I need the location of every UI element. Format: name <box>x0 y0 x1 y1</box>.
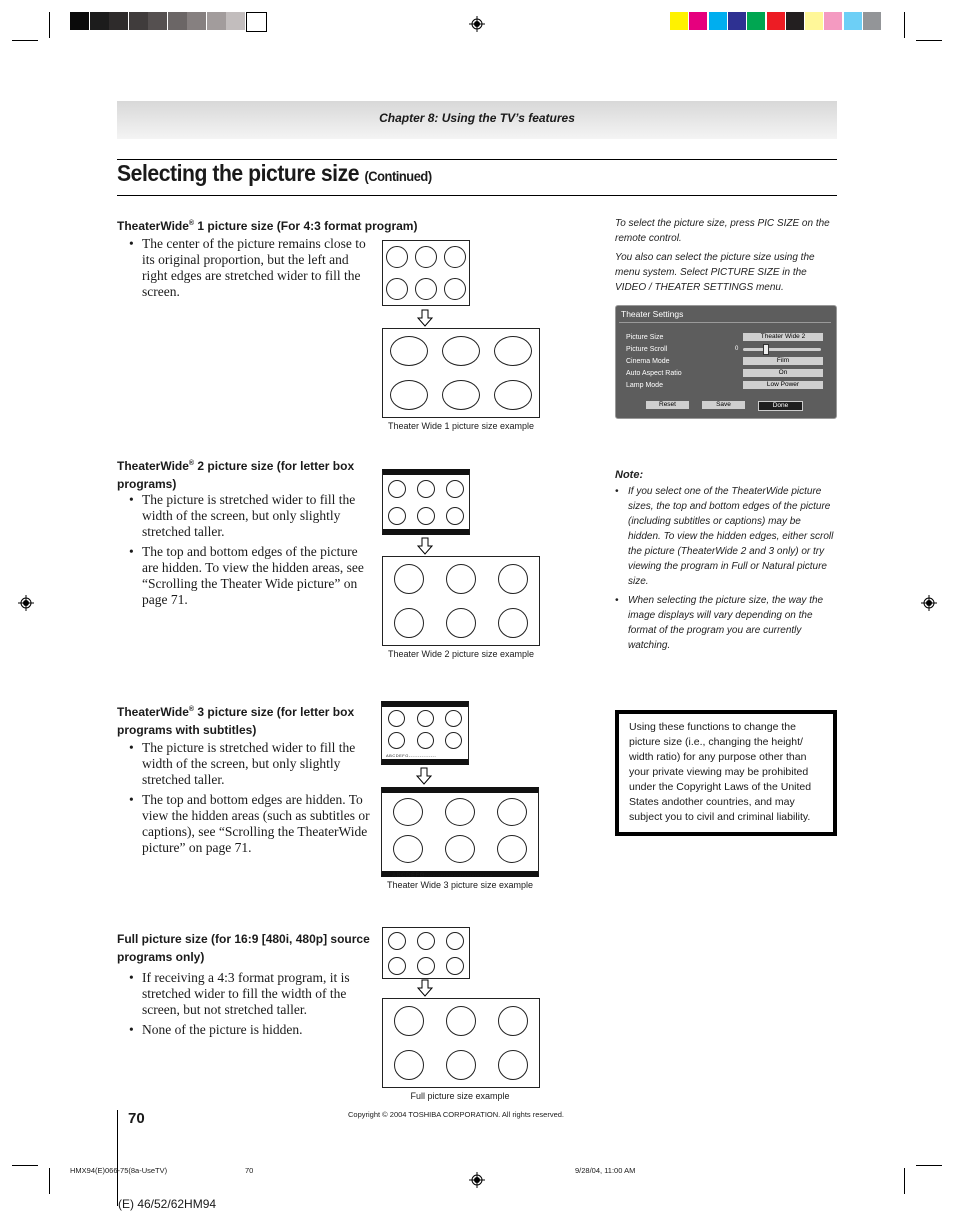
page-number: 70 <box>128 1110 145 1127</box>
picture-circle <box>417 480 435 498</box>
picture-circle <box>417 710 434 727</box>
registration-mark-icon <box>469 1172 485 1188</box>
gray-swatch <box>207 12 226 30</box>
picture-circle <box>394 608 424 638</box>
note-bullet: • <box>615 486 619 497</box>
picture-circle <box>445 835 475 863</box>
tv-screen-letterbox <box>382 469 470 535</box>
margin-line <box>117 1110 118 1206</box>
chapter-title: Chapter 8: Using the TV’s features <box>379 111 575 125</box>
picture-circle <box>417 932 435 950</box>
copyright-line: Copyright © 2004 TOSHIBA CORPORATION. All rights reserved. <box>348 1110 565 1119</box>
picture-circle <box>444 246 466 268</box>
note-item: When selecting the picture size, the way the image displays will vary depending on the format of the program you are currently watching. <box>628 595 824 651</box>
color-swatch <box>728 12 746 30</box>
color-swatch <box>786 12 804 30</box>
page-title-continued: (Continued) <box>364 168 432 184</box>
menu-label-picture-size: Picture Size <box>626 334 664 341</box>
section-heading <box>117 930 372 966</box>
picture-circle <box>442 380 480 410</box>
picture-circle <box>388 507 406 525</box>
bullet-item: • If receiving a 4:3 format program, it is stretched wider to fill the width of the screen, but not stretched taller. <box>117 970 370 1018</box>
registration-mark-icon <box>469 16 485 32</box>
picture-circle <box>417 732 434 749</box>
footer-date: 9/28/04, 11:00 AM <box>575 1166 636 1175</box>
figure-caption: Full picture size example <box>410 1091 510 1101</box>
gray-swatch <box>109 12 128 30</box>
picture-scroll-value: 0 <box>735 346 739 352</box>
registered-mark: ® <box>188 220 195 227</box>
bullet-list <box>117 236 370 304</box>
gray-swatch <box>246 12 267 32</box>
gray-swatch <box>70 12 89 30</box>
down-arrow-icon <box>417 979 433 997</box>
heading-text: TheaterWide <box>117 219 189 233</box>
picture-circle <box>445 798 475 826</box>
subtitle-text: ABCDEFG--------------- <box>386 753 437 758</box>
color-swatch <box>767 12 785 30</box>
warning-text: Using these functions to change the picture size (i.e., changing the height/ width ratio) for any purpose other than your private viewing may be prohibited under the Copyright Laws of the United States andother countries, and may subject you to civil and criminal liability. <box>629 721 812 823</box>
reset-button[interactable]: Reset <box>646 401 689 409</box>
intro-text: To select the picture size, press PIC SIZE on the remote control. <box>615 218 830 244</box>
menu-title: Theater Settings <box>621 309 684 319</box>
down-arrow-icon <box>417 309 433 327</box>
title-rule-bottom <box>117 195 837 196</box>
menu-label-picture-scroll: Picture Scroll <box>626 346 668 353</box>
color-swatch <box>670 12 688 30</box>
picture-circle <box>446 480 464 498</box>
bullet-item: • The top and bottom edges are hidden. To view the hidden areas (such as subtitles or captions), see “Scrolling the TheaterWide picture” on page 71. <box>117 792 370 856</box>
color-swatch <box>863 12 881 30</box>
picture-circle <box>445 710 462 727</box>
picture-circle <box>446 957 464 975</box>
gray-swatch <box>148 12 167 30</box>
footer-filename: HMX94(E)066-75(8a-UseTV) <box>70 1166 168 1175</box>
section-heading <box>117 215 457 235</box>
tv-screen-widescreen <box>382 556 540 646</box>
crop-mark <box>12 40 38 41</box>
heading-text: 1 picture size (For 4:3 format program) <box>194 219 418 233</box>
bullet-item: • The top and bottom edges of the picture are hidden. To view the hidden areas, see “Scrolling the Theater Wide picture” on page 71. <box>117 544 370 608</box>
picture-circle <box>388 480 406 498</box>
save-button[interactable]: Save <box>702 401 745 409</box>
intro-text: You also can select the picture size using the menu system. Select PICTURE SIZE in the VIDEO / THEATER SETTINGS menu. <box>615 252 815 293</box>
subtitle-text: ABCDEFG-------------------------- <box>392 873 493 879</box>
picture-circle <box>498 564 528 594</box>
bullet-list <box>117 492 370 612</box>
picture-circle <box>446 932 464 950</box>
picture-circle <box>393 798 423 826</box>
picture-circle <box>445 732 462 749</box>
crop-mark <box>49 1168 50 1194</box>
color-swatch <box>689 12 707 30</box>
tv-screen-widescreen <box>382 998 540 1088</box>
crop-mark <box>916 1165 942 1166</box>
section-heading <box>117 455 379 493</box>
picture-circle <box>394 1006 424 1036</box>
picture-circle <box>394 564 424 594</box>
copyright-warning-box <box>615 710 837 836</box>
registered-mark: ® <box>188 706 195 713</box>
footer-model: (E) 46/52/62HM94 <box>118 1197 217 1211</box>
color-swatch <box>747 12 765 30</box>
note-title: Note: <box>615 469 644 481</box>
picture-circle <box>497 835 527 863</box>
bullet-item: • The center of the picture remains close to its original proportion, but the left and right edges are stretched wider to fill the screen. <box>117 236 370 300</box>
figure-caption: Theater Wide 2 picture size example <box>387 649 535 659</box>
down-arrow-icon <box>417 537 433 555</box>
picture-circle <box>446 608 476 638</box>
picture-scroll-slider[interactable] <box>743 348 821 351</box>
gray-swatch <box>187 12 206 30</box>
bullet-item: • The picture is stretched wider to fill the width of the screen, but only slightly stretched taller. <box>117 740 370 788</box>
menu-label-lamp-mode: Lamp Mode <box>626 382 663 389</box>
picture-circle <box>417 957 435 975</box>
picture-circle <box>388 957 406 975</box>
picture-circle <box>388 710 405 727</box>
lamp-mode-value[interactable]: Low Power <box>743 381 823 389</box>
registered-mark: ® <box>188 460 195 467</box>
picture-circle <box>394 1050 424 1080</box>
picture-circle <box>388 732 405 749</box>
heading-text: 3 picture size (for letter box programs with subtitles) <box>117 705 355 737</box>
bullet-item: • None of the picture is hidden. <box>117 1022 370 1038</box>
crop-mark <box>904 1168 905 1194</box>
theater-settings-menu <box>615 305 837 419</box>
picture-circle <box>386 246 408 268</box>
color-swatch <box>844 12 862 30</box>
picture-circle <box>446 1006 476 1036</box>
crop-mark <box>12 1165 38 1166</box>
picture-circle <box>498 1006 528 1036</box>
heading-text: TheaterWide <box>117 459 189 473</box>
tv-screen-letterbox-subtitles <box>381 701 469 765</box>
picture-circle <box>415 278 437 300</box>
picture-circle <box>498 608 528 638</box>
color-swatch <box>709 12 727 30</box>
tv-screen-widescreen <box>382 328 540 418</box>
menu-divider <box>619 322 831 323</box>
gray-swatch <box>90 12 109 30</box>
auto-aspect-value[interactable]: On <box>743 369 823 377</box>
page-title <box>117 160 432 187</box>
color-swatch <box>824 12 842 30</box>
picture-circle <box>442 336 480 366</box>
crop-mark <box>904 12 905 38</box>
picture-circle <box>393 835 423 863</box>
picture-circle <box>494 380 532 410</box>
note-bullet: • <box>615 595 619 606</box>
crop-mark <box>916 40 942 41</box>
heading-text: 2 picture size (for letter box programs) <box>117 459 355 491</box>
footer-file-page: 70 <box>245 1166 254 1175</box>
figure-caption: Theater Wide 1 picture size example <box>387 421 535 431</box>
section-heading <box>117 701 379 739</box>
done-button[interactable]: Done <box>758 401 803 411</box>
page-title-main: Selecting the picture size <box>117 160 360 186</box>
picture-circle <box>497 798 527 826</box>
picture-circle <box>390 380 428 410</box>
picture-circle <box>417 507 435 525</box>
registration-mark-icon <box>921 595 937 611</box>
gray-swatch <box>226 12 245 30</box>
bullet-list <box>117 740 370 860</box>
gray-swatch <box>129 12 148 30</box>
picture-size-value[interactable]: Theater Wide 2 <box>743 333 823 341</box>
picture-circle <box>494 336 532 366</box>
picture-circle <box>446 1050 476 1080</box>
registration-mark-icon <box>18 595 34 611</box>
picture-circle <box>390 336 428 366</box>
figure-caption: Theater Wide 3 picture size example <box>386 880 534 890</box>
picture-circle <box>386 278 408 300</box>
heading-text: TheaterWide <box>117 705 189 719</box>
bullet-list <box>117 970 370 1042</box>
bullet-item: • The picture is stretched wider to fill the width of the screen, but only slightly stretched taller. <box>117 492 370 540</box>
tv-screen-4x3 <box>382 240 470 306</box>
menu-label-cinema-mode: Cinema Mode <box>626 358 670 365</box>
heading-text: Full picture size (for 16:9 [480i, 480p] source programs only) <box>117 932 370 964</box>
picture-circle <box>415 246 437 268</box>
gray-swatch <box>168 12 187 30</box>
crop-mark <box>49 12 50 38</box>
cinema-mode-value[interactable]: Film <box>743 357 823 365</box>
tv-screen-widescreen-subtitles <box>381 787 539 877</box>
note-item: If you select one of the TheaterWide picture sizes, the top and bottom edges of the picture (including subtitles or captions) may be hidden. To view the hidden edges, either scroll the picture (TheaterWide 2 and 3 only) or try viewing the program in Full or Natural picture size. <box>628 486 834 587</box>
down-arrow-icon <box>416 767 432 785</box>
slider-thumb[interactable] <box>763 344 769 355</box>
color-swatch <box>805 12 823 30</box>
picture-circle <box>498 1050 528 1080</box>
picture-circle <box>388 932 406 950</box>
picture-circle <box>446 507 464 525</box>
tv-screen-16x9 <box>382 927 470 979</box>
picture-circle <box>444 278 466 300</box>
picture-circle <box>446 564 476 594</box>
menu-label-auto-aspect: Auto Aspect Ratio <box>626 370 682 377</box>
